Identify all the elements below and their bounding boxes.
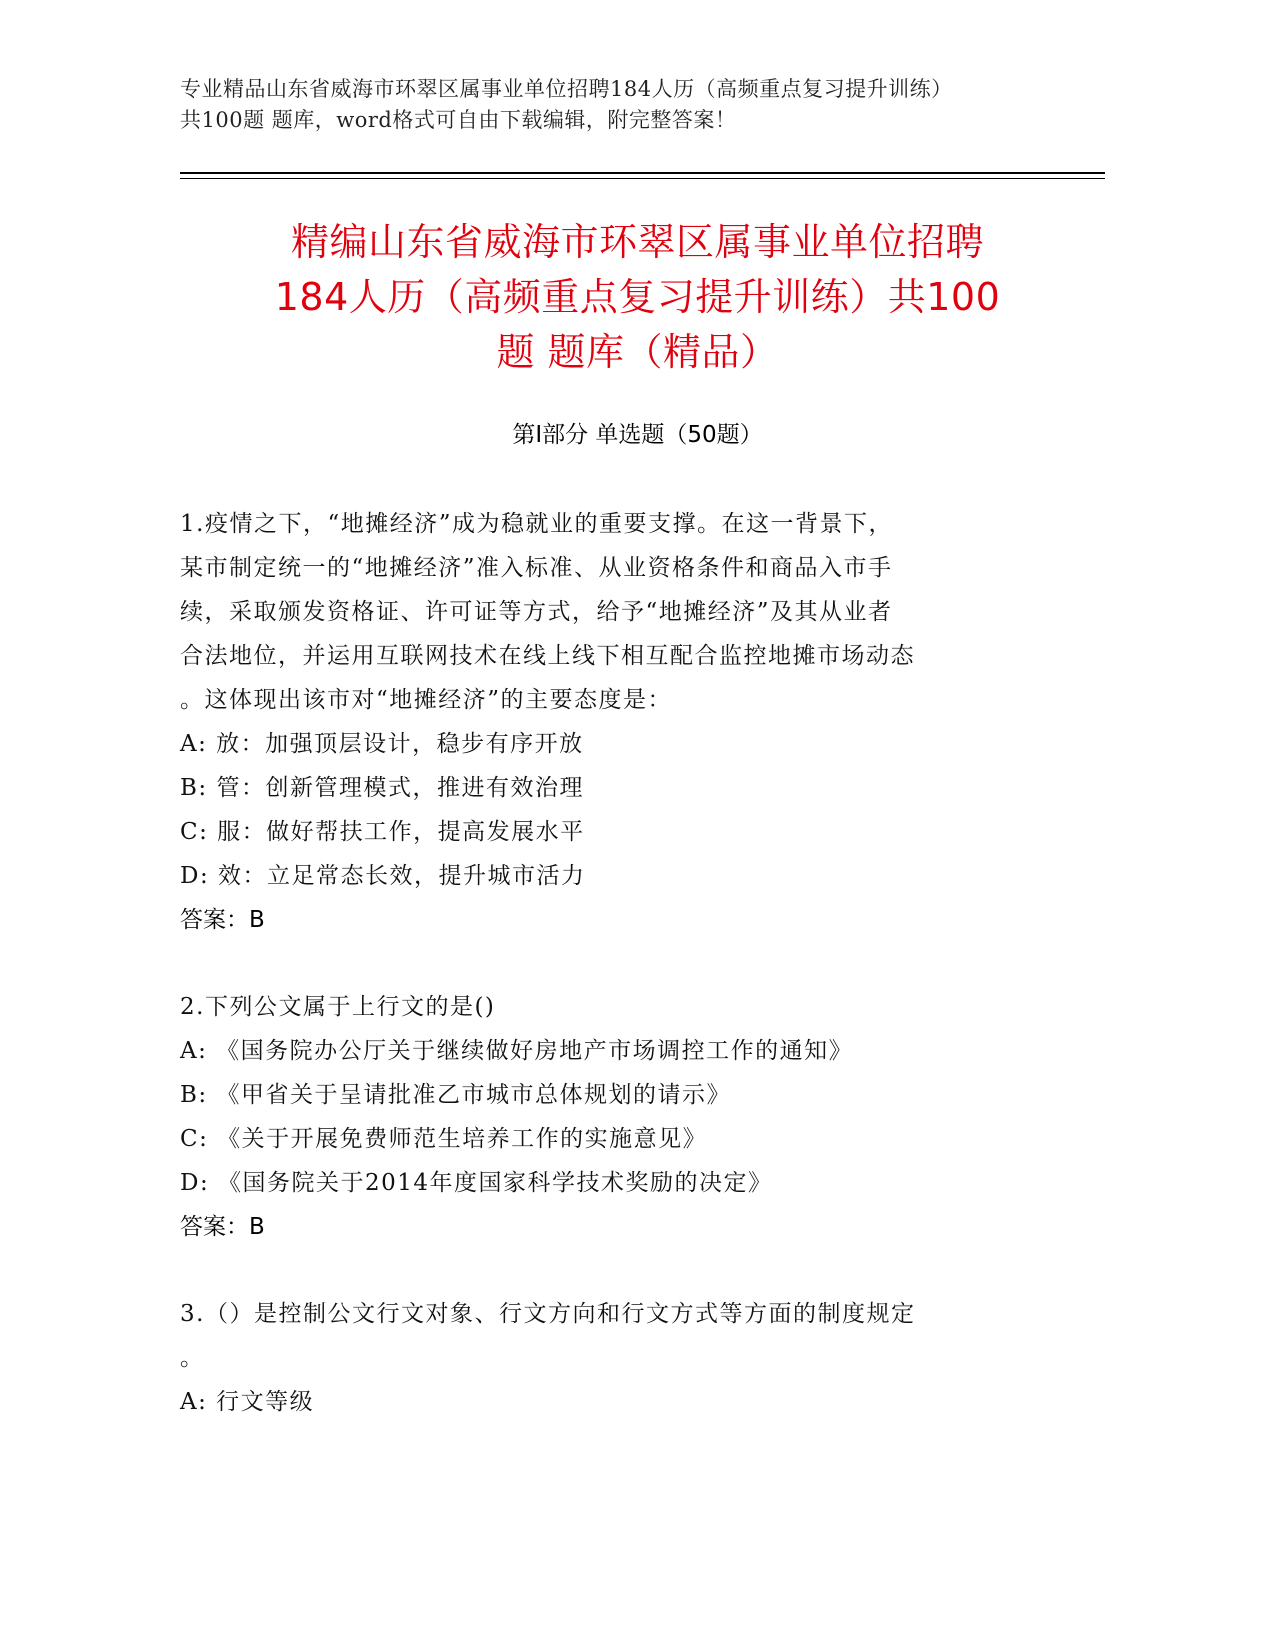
header-line-2: 共100题 题库，word格式可自由下载编辑，附完整答案！	[180, 108, 737, 132]
question-text-line: 3.（）是控制公文行文对象、行文方向和行文方式等方面的制度规定	[180, 1301, 916, 1327]
question-text-line: 。	[180, 1345, 205, 1371]
option-c: C: 服：做好帮扶工作，提高发展水平	[180, 819, 585, 845]
question-2	[180, 985, 1100, 1249]
option-d: D: 效：立足常态长效，提升城市活力	[180, 863, 586, 889]
question-3	[180, 1292, 1100, 1424]
question-text-line: 合法地位，并运用互联网技术在线上线下相互配合监控地摊市场动态	[180, 643, 915, 669]
option-c: C: 《关于开展免费师范生培养工作的实施意见》	[180, 1126, 708, 1152]
question-spacer	[180, 1249, 1100, 1292]
title-line-2: 184人历（高频重点复习提升训练）共100	[274, 275, 1001, 319]
question-text-line: 某市制定统一的“地摊经济”准入标准、从业资格条件和商品入市手	[180, 555, 893, 581]
option-d: D: 《国务院关于2014年度国家科学技术奖励的决定》	[180, 1170, 773, 1196]
question-text-line: 续，采取颁发资格证、许可证等方式，给予“地摊经济”及其从业者	[180, 599, 893, 625]
option-a: A: 行文等级	[180, 1389, 315, 1415]
document-header	[180, 74, 1100, 136]
header-divider-thin	[180, 178, 1105, 179]
header-divider-thick	[180, 172, 1105, 174]
question-list	[180, 502, 1100, 1424]
answer-line: 答案：B	[180, 1214, 265, 1240]
answer-line: 答案：B	[180, 907, 265, 933]
question-1	[180, 502, 1100, 942]
document-title	[150, 215, 1125, 380]
section-title: 第Ⅰ部分 单选题（50题）	[512, 422, 763, 448]
title-line-3: 题 题库（精品）	[496, 330, 779, 374]
option-b: B: 《甲省关于呈请批准乙市城市总体规划的请示》	[180, 1082, 731, 1108]
option-b: B: 管：创新管理模式，推进有效治理	[180, 775, 584, 801]
option-a: A: 《国务院办公厅关于继续做好房地产市场调控工作的通知》	[180, 1038, 854, 1064]
header-line-1: 专业精品山东省威海市环翠区属事业单位招聘184人历（高频重点复习提升训练）	[180, 77, 953, 101]
question-spacer	[180, 942, 1100, 985]
question-text-line: 。这体现出该市对“地摊经济”的主要态度是：	[180, 687, 673, 713]
title-line-1: 精编山东省威海市环翠区属事业单位招聘	[290, 220, 984, 264]
question-text-line: 1.疫情之下，“地摊经济”成为稳就业的重要支撑。在这一背景下，	[180, 511, 893, 537]
question-text-line: 2.下列公文属于上行文的是()	[180, 994, 496, 1020]
option-a: A: 放：加强顶层设计，稳步有序开放	[180, 731, 584, 757]
